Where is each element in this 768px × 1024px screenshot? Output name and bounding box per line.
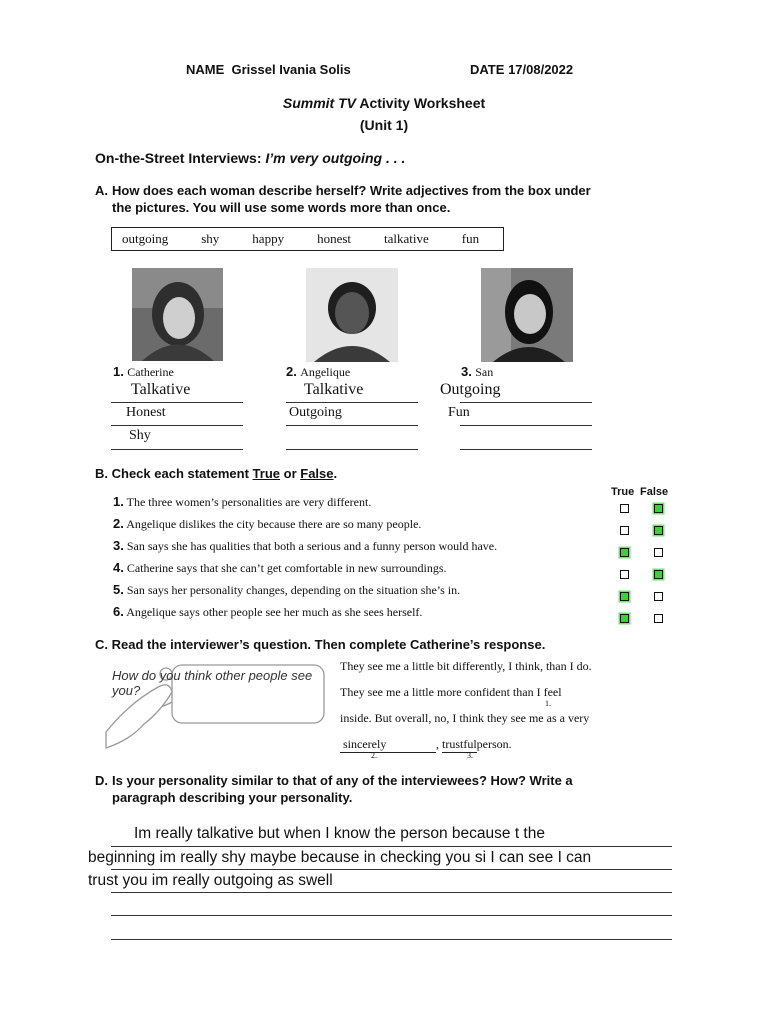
answer-line <box>286 425 418 426</box>
person-3-name: San <box>475 365 494 379</box>
photo-angelique <box>306 268 398 362</box>
true-checkbox[interactable] <box>620 592 629 601</box>
part-c-label: C. <box>95 637 108 652</box>
answer-line <box>286 449 418 450</box>
photo-catherine <box>132 268 223 361</box>
part-b-label: B. <box>95 466 108 481</box>
writing-line <box>111 892 672 893</box>
true-word: True <box>252 466 280 481</box>
paragraph-line-3: trust you im really outgoing as swell <box>88 872 333 889</box>
person-2-answer-1: Talkative <box>304 381 364 398</box>
photo-san <box>481 268 573 362</box>
statement-text: San says her personality changes, depending on the situation she’s in. <box>126 583 461 597</box>
statement-text: Angelique dislikes the city because there are so many people. <box>126 517 422 531</box>
statement-number: 1. <box>113 494 124 509</box>
period: . <box>333 466 338 481</box>
statement-number: 3. <box>113 538 124 553</box>
part-b-instruction: Check each statement <box>111 466 249 481</box>
word-happy: happy <box>252 231 285 246</box>
word-honest: honest <box>317 231 352 246</box>
statement-row <box>113 494 371 510</box>
answer-line <box>111 449 243 450</box>
section-heading <box>95 150 405 166</box>
blank-2-number: 2. <box>371 751 377 760</box>
person-2-number: 2. <box>286 364 297 379</box>
false-checkbox[interactable] <box>654 504 663 513</box>
false-checkbox[interactable] <box>654 614 663 623</box>
title-rest: Activity Worksheet <box>359 95 486 111</box>
worksheet-title <box>0 95 768 111</box>
person-1-answer-1: Talkative <box>131 381 191 398</box>
statement-row <box>113 538 497 554</box>
answer-line <box>111 402 243 403</box>
statement-row <box>113 604 422 620</box>
statement-row <box>113 560 447 576</box>
statement-number: 2. <box>113 516 124 531</box>
interviewer-question: How do you think other people see you? <box>112 668 313 698</box>
date-value: 17/08/2022 <box>508 62 574 77</box>
answer-line <box>111 425 243 426</box>
false-word: False <box>300 466 334 481</box>
response-line-3: inside. But overall, no, I think they see me as a very <box>340 711 590 725</box>
part-a-instruction-2: the pictures. You will use some words more than once. <box>112 200 451 215</box>
part-b-heading <box>95 466 337 481</box>
statement-row <box>113 582 460 598</box>
statement-number: 6. <box>113 604 124 619</box>
statement-text: Catherine says that she can’t get comfortable in new surroundings. <box>126 561 447 575</box>
person-1-answer-2: Honest <box>126 405 166 420</box>
person-2-name: Angelique <box>300 365 351 379</box>
false-checkbox[interactable] <box>654 548 663 557</box>
person-1-caption <box>113 364 174 380</box>
word-talkative: talkative <box>384 231 429 246</box>
part-a-label: A. <box>95 183 108 198</box>
name-field <box>186 62 351 77</box>
false-checkbox[interactable] <box>654 592 663 601</box>
paragraph-line-2: beginning im really shy maybe because in checking you si I can see I can <box>88 849 592 866</box>
response-line-4 <box>340 737 540 753</box>
true-checkbox[interactable] <box>620 526 629 535</box>
response-line-2: They see me a little more confident than I feel <box>340 685 562 699</box>
name-label: NAME <box>186 62 225 77</box>
word-fun: fun <box>461 231 480 246</box>
statement-number: 5. <box>113 582 124 597</box>
date-field <box>470 62 573 77</box>
part-c-heading <box>95 637 545 652</box>
person-1-name: Catherine <box>127 365 174 379</box>
col-false-header: False <box>640 486 669 498</box>
person-3-number: 3. <box>461 364 472 379</box>
part-d-label: D. <box>95 773 108 788</box>
speech-bubble <box>100 662 330 762</box>
response-end: person. <box>476 737 512 751</box>
statement-number: 4. <box>113 560 124 575</box>
word-outgoing: outgoing <box>122 231 169 246</box>
part-a-instruction-1: How does each woman describe herself? Write adjectives from the box under <box>112 183 591 198</box>
paragraph-line-1: Im really talkative but when I know the person because t the <box>134 825 545 842</box>
writing-line <box>111 939 672 940</box>
part-c-instruction: Read the interviewer’s question. Then complete Catherine’s response. <box>111 637 546 652</box>
blank-3-answer: trustful <box>442 737 477 751</box>
person-3-answer-1: Outgoing <box>440 381 501 398</box>
answer-line <box>286 402 418 403</box>
unit-label: (Unit 1) <box>359 117 409 133</box>
or-word: or <box>283 466 297 481</box>
writing-line <box>111 915 672 916</box>
statement-row <box>113 516 421 532</box>
col-true-header: True <box>611 486 635 498</box>
part-d-instruction-1: Is your personality similar to that of any of the interviewees? How? Write a <box>112 773 573 788</box>
word-box <box>111 227 504 251</box>
person-1-number: 1. <box>113 364 124 379</box>
person-2-answer-2: Outgoing <box>289 405 342 420</box>
answer-line <box>460 449 592 450</box>
blank-2-answer: sincerely <box>340 737 436 753</box>
person-2-caption <box>286 364 350 380</box>
response-line-1: They see me a little bit differently, I think, than I do. <box>340 659 592 673</box>
section-heading-text: On-the-Street Interviews: <box>95 150 262 166</box>
true-checkbox[interactable] <box>620 570 629 579</box>
word-shy: shy <box>201 231 220 246</box>
person-1-answer-3: Shy <box>129 428 151 443</box>
title-italic: Summit TV <box>282 95 356 111</box>
false-checkbox[interactable] <box>654 570 663 579</box>
true-checkbox[interactable] <box>620 614 629 623</box>
name-value: Grissel Ivania Solis <box>231 62 351 77</box>
false-checkbox[interactable] <box>654 526 663 535</box>
answer-line <box>460 402 592 403</box>
blank-3-number: 3. <box>467 751 473 760</box>
statement-text: San says she has qualities that both a serious and a funny person would have. <box>126 539 498 553</box>
comma: , <box>436 737 439 751</box>
section-heading-italic: I’m very outgoing . . . <box>265 150 406 166</box>
writing-line <box>111 869 672 870</box>
person-3-caption <box>461 364 493 380</box>
statement-text: The three women’s personalities are very different. <box>126 495 372 509</box>
part-d-instruction-2: paragraph describing your personality. <box>112 790 353 805</box>
answer-line <box>460 425 592 426</box>
statement-text: Angelique says other people see her much as she sees herself. <box>126 605 423 619</box>
blank-1-number: 1. <box>545 699 551 708</box>
true-checkbox[interactable] <box>620 504 629 513</box>
date-label: DATE <box>470 62 505 77</box>
writing-line <box>111 846 672 847</box>
person-3-answer-2: Fun <box>448 405 470 420</box>
true-checkbox[interactable] <box>620 548 629 557</box>
